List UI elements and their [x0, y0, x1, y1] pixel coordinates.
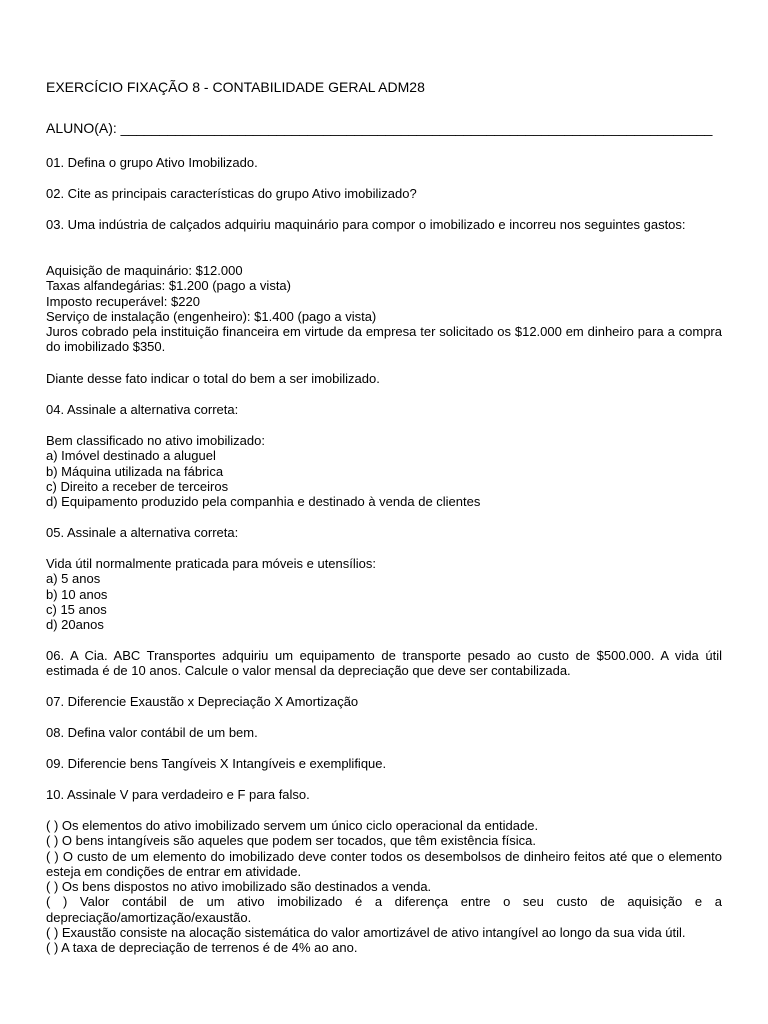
- question-03-question: Diante desse fato indicar o total do bem a ser imobilizado.: [46, 371, 380, 386]
- true-false-item: ( ) O bens intangíveis são aqueles que podem ser tocados, que têm existência física.: [46, 833, 536, 849]
- list-item: Serviço de instalação (engenheiro): $1.400 (pago a vista): [46, 308, 377, 324]
- question-01: 01. Defina o grupo Ativo Imobilizado.: [46, 155, 258, 170]
- question-05-intro: Vida útil normalmente praticada para móveis e utensílios:: [46, 556, 376, 571]
- option-b: b) 10 anos: [46, 586, 108, 602]
- true-false-item: ( ) Os elementos do ativo imobilizado servem um único ciclo operacional da entidade.: [46, 818, 539, 833]
- true-false-item: ( ) Os bens dispostos no ativo imobilizado são destinados a venda.: [46, 879, 432, 895]
- option-d: d) 20anos: [46, 617, 104, 633]
- question-03-items: [46, 263, 722, 355]
- question-10-items: [46, 818, 722, 956]
- document-page: [46, 0, 726, 1024]
- question-05-statement: 05. Assinale a alternativa correta:: [46, 525, 239, 540]
- document-title: EXERCÍCIO FIXAÇÃO 8 - CONTABILIDADE GERAL ADM28: [46, 79, 425, 95]
- option-a: a) Imóvel destinado a aluguel: [46, 448, 216, 464]
- true-false-item: ( ) A taxa de depreciação de terrenos é de 4% ao ano.: [46, 940, 358, 956]
- option-d: d) Equipamento produzido pela companhia e destinado à venda de clientes: [46, 494, 481, 510]
- option-b: b) Máquina utilizada na fábrica: [46, 463, 224, 479]
- question-04-intro: Bem classificado no ativo imobilizado:: [46, 433, 265, 448]
- true-false-item: ( ) Valor contábil de um ativo imobilizado é a diferença entre o seu custo de aquisição e a depreciação/amortização/exaustão.: [46, 894, 722, 925]
- option-a: a) 5 anos: [46, 571, 101, 587]
- list-item: Juros cobrado pela instituição financeira em virtude da empresa ter solicitado os $12.000 em dinheiro para a compra do imobilizado $350.: [46, 324, 722, 355]
- option-c: c) Direito a receber de terceiros: [46, 478, 229, 494]
- true-false-item: ( ) O custo de um elemento do imobilizado deve conter todos os desembolsos de dinheiro feitos até que o elemento esteja em condições de entrar em atividade.: [46, 848, 722, 879]
- question-04-body: [46, 433, 722, 509]
- list-item: Imposto recuperável: $220: [46, 293, 200, 309]
- question-09: 09. Diferencie bens Tangíveis X Intangíveis e exemplifique.: [46, 756, 387, 771]
- question-05-body: [46, 556, 722, 632]
- question-08: 08. Defina valor contábil de um bem.: [46, 725, 258, 740]
- question-10-statement: 10. Assinale V para verdadeiro e F para falso.: [46, 787, 310, 802]
- question-03-statement: 03. Uma indústria de calçados adquiriu maquinário para compor o imobilizado e incorreu nos seguintes gastos:: [46, 217, 686, 232]
- student-name-line: ALUNO(A): ____________________________________________________________________________: [46, 120, 713, 136]
- list-item: Aquisição de maquinário: $12.000: [46, 263, 243, 278]
- question-04-statement: 04. Assinale a alternativa correta:: [46, 402, 239, 417]
- true-false-item: ( ) Exaustão consiste na alocação sistemática do valor amortizável de ativo intangível ao longo da sua vida útil.: [46, 925, 686, 941]
- option-c: c) 15 anos: [46, 601, 107, 617]
- question-07: 07. Diferencie Exaustão x Depreciação X Amortização: [46, 694, 359, 709]
- question-06: 06. A Cia. ABC Transportes adquiriu um equipamento de transporte pesado ao custo de $500.000. A vida útil estimada é de 10 anos. Calcule o valor mensal da depreciação que deve ser contabilizada.: [46, 648, 722, 679]
- list-item: Taxas alfandegárias: $1.200 (pago a vista): [46, 278, 291, 294]
- question-02: 02. Cite as principais características do grupo Ativo imobilizado?: [46, 186, 417, 201]
